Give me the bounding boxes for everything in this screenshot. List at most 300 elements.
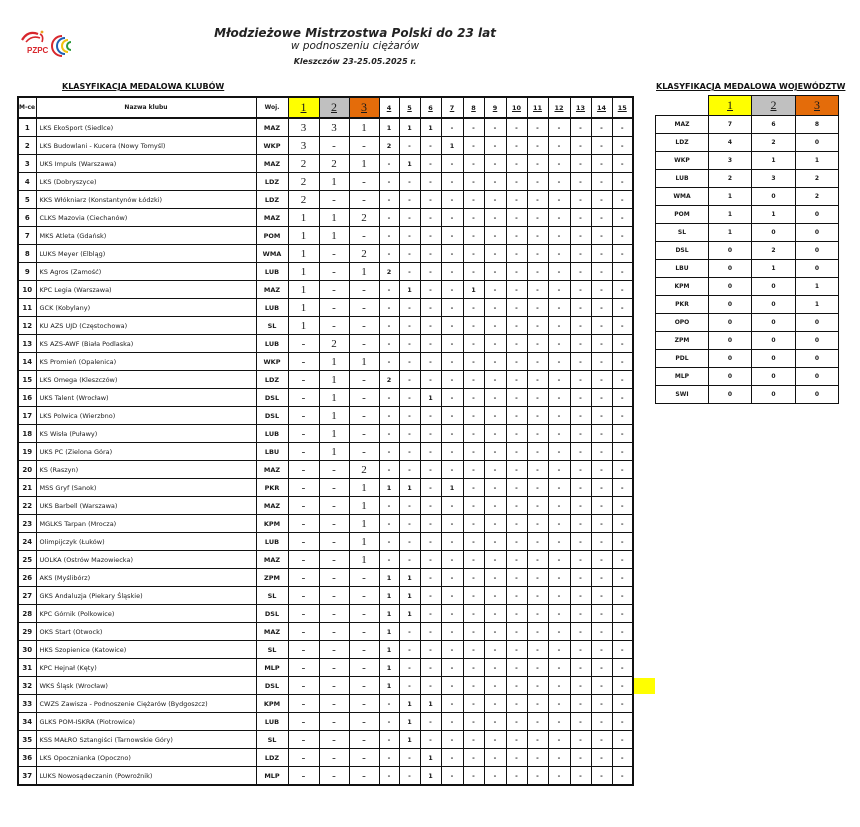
club-name: OKS Start (Otwock)	[36, 623, 256, 641]
place-13-count: -	[570, 209, 591, 227]
club-voivodeship: KPM	[256, 515, 288, 533]
club-name: MGLKS Tarpan (Mrocza)	[36, 515, 256, 533]
place-12-count: -	[548, 389, 570, 407]
club-row	[18, 569, 633, 587]
club-name: KKS Włókniarz (Konstantynów Łódzki)	[36, 191, 256, 209]
place-13-count: -	[570, 317, 591, 335]
place-14-count: -	[591, 623, 612, 641]
place-10-count: -	[506, 299, 527, 317]
place-6-count: -	[420, 371, 441, 389]
voivodeship-row	[656, 278, 839, 296]
place-6-count: -	[420, 533, 441, 551]
place-5-count: -	[399, 641, 420, 659]
page-title: Młodzieżowe Mistrzostwa Polski do 23 lat	[214, 26, 496, 40]
place-9-count: -	[484, 749, 506, 767]
place-15-count: -	[612, 281, 633, 299]
club-row	[18, 317, 633, 335]
place-8-count: -	[463, 245, 484, 263]
place-14-count: -	[591, 353, 612, 371]
place-13-header: 13	[570, 97, 591, 118]
place-15-count: -	[612, 155, 633, 173]
voivodeship-code: MLP	[656, 368, 709, 386]
club-name: KS Agros (Zamość)	[36, 263, 256, 281]
club-row	[18, 191, 633, 209]
gold-count: 0	[709, 386, 752, 404]
voivodeship-code: WKP	[656, 152, 709, 170]
club-row	[18, 623, 633, 641]
place-7-count: -	[441, 173, 463, 191]
place-12-count: -	[548, 118, 570, 137]
place-8-count: -	[463, 425, 484, 443]
place-4-count: 1	[379, 659, 399, 677]
place-15-count: -	[612, 731, 633, 749]
place-15-count: -	[612, 191, 633, 209]
place-10-count: -	[506, 551, 527, 569]
place-2-count: 1	[319, 371, 349, 389]
place-12-count: -	[548, 371, 570, 389]
place-2-count: 1	[319, 407, 349, 425]
club-voivodeship: KPM	[256, 695, 288, 713]
club-rank: 8	[18, 245, 36, 263]
place-3-count: -	[349, 659, 379, 677]
place-9-count: -	[484, 227, 506, 245]
place-3-count: -	[349, 173, 379, 191]
place-6-count: -	[420, 515, 441, 533]
place-12-count: -	[548, 317, 570, 335]
place-6-count: -	[420, 263, 441, 281]
voivodeship-code: MAZ	[656, 116, 709, 134]
place-15-count: -	[612, 371, 633, 389]
place-10-count: -	[506, 677, 527, 695]
place-13-count: -	[570, 695, 591, 713]
place-3-count: -	[349, 371, 379, 389]
club-voivodeship: MAZ	[256, 155, 288, 173]
place-3-count: -	[349, 605, 379, 623]
place-6-count: -	[420, 659, 441, 677]
place-5-count: -	[399, 317, 420, 335]
place-15-count: -	[612, 695, 633, 713]
bronze-count: 0	[796, 224, 839, 242]
place-1-count: -	[288, 749, 319, 767]
silver-count: 0	[752, 332, 796, 350]
club-rank: 34	[18, 713, 36, 731]
place-12-count: -	[548, 695, 570, 713]
club-rank: 32	[18, 677, 36, 695]
voivodeship-code: LUB	[656, 170, 709, 188]
place-12-count: -	[548, 767, 570, 786]
place-10-header: 10	[506, 97, 527, 118]
place-5-count: -	[399, 623, 420, 641]
place-9-count: -	[484, 353, 506, 371]
place-14-count: -	[591, 281, 612, 299]
place-5-count: -	[399, 515, 420, 533]
club-name-header: Nazwa klubu	[36, 97, 256, 118]
gold-count: 2	[709, 170, 752, 188]
place-2-count: 1	[319, 425, 349, 443]
place-7-count: -	[441, 335, 463, 353]
place-12-header: 12	[548, 97, 570, 118]
club-voivodeship: ZPM	[256, 569, 288, 587]
place-13-count: -	[570, 173, 591, 191]
place-8-count: -	[463, 515, 484, 533]
place-15-count: -	[612, 299, 633, 317]
place-13-count: -	[570, 263, 591, 281]
place-2-count: -	[319, 299, 349, 317]
place-6-count: -	[420, 173, 441, 191]
club-name: LKS Budowlani - Kucera (Nowy Tomyśl)	[36, 137, 256, 155]
pzpc-logo	[18, 26, 78, 62]
event-location-date: Kleszczów 23-25.05.2025 r.	[293, 57, 417, 66]
place-6-count: -	[420, 155, 441, 173]
place-9-count: -	[484, 443, 506, 461]
place-11-count: -	[527, 677, 548, 695]
place-6-count: -	[420, 641, 441, 659]
club-name: KS Promień (Opalenica)	[36, 353, 256, 371]
place-5-count: -	[399, 209, 420, 227]
silver-count: 3	[752, 170, 796, 188]
place-8-count: -	[463, 299, 484, 317]
place-9-header: 9	[484, 97, 506, 118]
place-7-count: -	[441, 425, 463, 443]
place-2-count: 1	[319, 209, 349, 227]
place-14-count: -	[591, 389, 612, 407]
place-15-count: -	[612, 173, 633, 191]
place-10-count: -	[506, 443, 527, 461]
place-11-count: -	[527, 227, 548, 245]
place-2-count: -	[319, 587, 349, 605]
place-11-count: -	[527, 605, 548, 623]
place-9-count: -	[484, 118, 506, 137]
place-3-count: -	[349, 317, 379, 335]
gold-count: 0	[709, 260, 752, 278]
place-3-count: 1	[349, 263, 379, 281]
place-3-count: -	[349, 587, 379, 605]
place-15-count: -	[612, 137, 633, 155]
place-1-count: -	[288, 677, 319, 695]
place-5-count: -	[399, 353, 420, 371]
place-3-count: -	[349, 407, 379, 425]
place-11-count: -	[527, 155, 548, 173]
silver-count: 2	[752, 242, 796, 260]
place-7-header: 7	[441, 97, 463, 118]
voivodeship-row	[656, 368, 839, 386]
place-7-count: -	[441, 623, 463, 641]
club-name: LUKS Meyer (Elbląg)	[36, 245, 256, 263]
club-name: KS AZS-AWF (Biała Podlaska)	[36, 335, 256, 353]
place-5-count: -	[399, 551, 420, 569]
club-voivodeship: LDZ	[256, 371, 288, 389]
place-13-count: -	[570, 533, 591, 551]
silver-count: 0	[752, 224, 796, 242]
place-9-count: -	[484, 569, 506, 587]
place-12-count: -	[548, 443, 570, 461]
place-2-count: -	[319, 281, 349, 299]
bronze-header: 3	[796, 96, 839, 116]
place-2-count: 3	[319, 118, 349, 137]
place-14-count: -	[591, 767, 612, 786]
place-12-count: -	[548, 551, 570, 569]
place-5-count: 1	[399, 155, 420, 173]
place-14-count: -	[591, 461, 612, 479]
place-2-count: -	[319, 191, 349, 209]
gold-count: 0	[709, 242, 752, 260]
place-1-count: 3	[288, 118, 319, 137]
place-15-count: -	[612, 335, 633, 353]
place-12-count: -	[548, 659, 570, 677]
place-13-count: -	[570, 137, 591, 155]
silver-header: 2	[752, 96, 796, 116]
place-9-count: -	[484, 605, 506, 623]
place-9-count: -	[484, 407, 506, 425]
place-10-count: -	[506, 587, 527, 605]
place-14-count: -	[591, 695, 612, 713]
place-9-count: -	[484, 695, 506, 713]
club-name: LKS EkoSport (Siedlce)	[36, 118, 256, 137]
silver-count: 0	[752, 188, 796, 206]
place-13-count: -	[570, 407, 591, 425]
place-4-count: -	[379, 353, 399, 371]
place-14-count: -	[591, 173, 612, 191]
place-5-count: -	[399, 137, 420, 155]
place-5-count: -	[399, 407, 420, 425]
gold-count: 0	[709, 314, 752, 332]
club-row	[18, 497, 633, 515]
place-9-count: -	[484, 479, 506, 497]
club-name: KS (Raszyn)	[36, 461, 256, 479]
place-8-count: -	[463, 641, 484, 659]
place-10-count: -	[506, 605, 527, 623]
clubs-section-title: KLASYFIKACJA MEDALOWA KLUBÓW	[62, 82, 225, 91]
voivodeship-code: PKR	[656, 296, 709, 314]
voivodeship-row	[656, 206, 839, 224]
place-12-count: -	[548, 209, 570, 227]
place-3-count: -	[349, 137, 379, 155]
place-4-count: 1	[379, 677, 399, 695]
club-row	[18, 767, 633, 786]
place-3-count: 1	[349, 515, 379, 533]
place-1-count: -	[288, 605, 319, 623]
place-7-count: -	[441, 749, 463, 767]
place-5-count: -	[399, 191, 420, 209]
place-5-count: -	[399, 767, 420, 786]
place-11-count: -	[527, 623, 548, 641]
club-row	[18, 281, 633, 299]
place-9-count: -	[484, 245, 506, 263]
place-5-count: 1	[399, 731, 420, 749]
place-5-count: 1	[399, 281, 420, 299]
place-10-count: -	[506, 767, 527, 786]
club-voivodeship: MAZ	[256, 623, 288, 641]
place-7-count: -	[441, 209, 463, 227]
voivodeship-row	[656, 296, 839, 314]
place-13-count: -	[570, 713, 591, 731]
place-7-count: -	[441, 245, 463, 263]
place-15-count: -	[612, 749, 633, 767]
place-11-count: -	[527, 443, 548, 461]
place-7-count: -	[441, 353, 463, 371]
voivodeship-code: OPO	[656, 314, 709, 332]
place-7-count: -	[441, 281, 463, 299]
place-12-count: -	[548, 407, 570, 425]
club-rank: 9	[18, 263, 36, 281]
place-11-count: -	[527, 731, 548, 749]
club-row	[18, 479, 633, 497]
place-12-count: -	[548, 749, 570, 767]
place-1-count: -	[288, 335, 319, 353]
place-14-count: -	[591, 641, 612, 659]
silver-count: 0	[752, 278, 796, 296]
place-4-count: -	[379, 767, 399, 786]
gold-count: 0	[709, 332, 752, 350]
place-6-count: -	[420, 551, 441, 569]
page-subtitle: w podnoszeniu ciężarów	[290, 40, 420, 52]
clubs-header-row	[18, 97, 633, 118]
place-10-count: -	[506, 461, 527, 479]
silver-count: 1	[752, 260, 796, 278]
club-row	[18, 118, 633, 137]
place-12-count: -	[548, 497, 570, 515]
club-voivodeship: MLP	[256, 659, 288, 677]
club-voivodeship: LUB	[256, 713, 288, 731]
place-7-count: -	[441, 191, 463, 209]
place-2-count: -	[319, 479, 349, 497]
club-row	[18, 677, 633, 695]
place-14-count: -	[591, 407, 612, 425]
voivodeship-row	[656, 242, 839, 260]
club-voivodeship: SL	[256, 731, 288, 749]
place-8-count: -	[463, 479, 484, 497]
place-1-count: -	[288, 659, 319, 677]
place-7-count: -	[441, 605, 463, 623]
club-rank: 25	[18, 551, 36, 569]
gold-count: 0	[709, 278, 752, 296]
place-6-count: -	[420, 731, 441, 749]
club-voivodeship: LUB	[256, 335, 288, 353]
place-7-count: -	[441, 641, 463, 659]
place-3-count: -	[349, 425, 379, 443]
place-2-header: 2	[319, 97, 349, 118]
club-row	[18, 137, 633, 155]
place-5-count: -	[399, 443, 420, 461]
club-name: GKS Andaluzja (Piekary Śląskie)	[36, 587, 256, 605]
place-5-count: 1	[399, 605, 420, 623]
club-row	[18, 749, 633, 767]
club-name: Olimpijczyk (Łuków)	[36, 533, 256, 551]
club-rank: 2	[18, 137, 36, 155]
voivodeship-code: LBU	[656, 260, 709, 278]
place-1-count: 2	[288, 155, 319, 173]
voivodeship-code: SWI	[656, 386, 709, 404]
place-4-count: -	[379, 533, 399, 551]
club-rank: 22	[18, 497, 36, 515]
place-15-count: -	[612, 353, 633, 371]
place-8-count: -	[463, 407, 484, 425]
place-6-count: 1	[420, 695, 441, 713]
place-1-count: -	[288, 713, 319, 731]
club-row	[18, 587, 633, 605]
place-9-count: -	[484, 767, 506, 786]
place-2-count: -	[319, 659, 349, 677]
place-15-count: -	[612, 461, 633, 479]
place-7-count: -	[441, 515, 463, 533]
place-3-count: 2	[349, 461, 379, 479]
place-1-count: -	[288, 479, 319, 497]
place-10-count: -	[506, 191, 527, 209]
place-4-count: -	[379, 245, 399, 263]
place-15-count: -	[612, 677, 633, 695]
place-3-count: 1	[349, 155, 379, 173]
place-12-count: -	[548, 641, 570, 659]
gold-header: 1	[709, 96, 752, 116]
place-15-count: -	[612, 533, 633, 551]
place-6-count: -	[420, 461, 441, 479]
place-14-count: -	[591, 587, 612, 605]
place-6-count: -	[420, 443, 441, 461]
place-13-count: -	[570, 623, 591, 641]
place-2-count: 1	[319, 173, 349, 191]
voivodeship-code: DSL	[656, 242, 709, 260]
place-15-count: -	[612, 569, 633, 587]
place-1-count: -	[288, 425, 319, 443]
rank-header: M-ce	[18, 97, 36, 118]
place-9-count: -	[484, 587, 506, 605]
place-15-count: -	[612, 317, 633, 335]
club-name: UKS Talent (Wrocław)	[36, 389, 256, 407]
place-13-count: -	[570, 677, 591, 695]
place-14-count: -	[591, 569, 612, 587]
club-rank: 23	[18, 515, 36, 533]
place-5-count: -	[399, 677, 420, 695]
place-11-count: -	[527, 245, 548, 263]
voivodeship-row	[656, 188, 839, 206]
place-10-count: -	[506, 389, 527, 407]
place-4-header: 4	[379, 97, 399, 118]
place-9-count: -	[484, 191, 506, 209]
place-12-count: -	[548, 605, 570, 623]
place-10-count: -	[506, 479, 527, 497]
club-row	[18, 515, 633, 533]
club-rank: 6	[18, 209, 36, 227]
club-row	[18, 695, 633, 713]
place-2-count: -	[319, 245, 349, 263]
club-name: KPC Legia (Warszawa)	[36, 281, 256, 299]
place-7-count: -	[441, 551, 463, 569]
club-row	[18, 407, 633, 425]
club-name: LKS Polwica (Wierzbno)	[36, 407, 256, 425]
place-13-count: -	[570, 443, 591, 461]
silver-count: 0	[752, 296, 796, 314]
place-13-count: -	[570, 767, 591, 786]
place-7-count: -	[441, 677, 463, 695]
place-9-count: -	[484, 173, 506, 191]
club-name: KSS MAŁRO Sztangiści (Tarnowskie Góry)	[36, 731, 256, 749]
place-11-count: -	[527, 425, 548, 443]
place-11-count: -	[527, 767, 548, 786]
club-voivodeship: LUB	[256, 263, 288, 281]
club-voivodeship: SL	[256, 317, 288, 335]
place-14-count: -	[591, 317, 612, 335]
place-3-count: 1	[349, 118, 379, 137]
place-8-count: -	[463, 263, 484, 281]
club-rank: 33	[18, 695, 36, 713]
place-6-count: -	[420, 281, 441, 299]
place-2-count: -	[319, 461, 349, 479]
club-row	[18, 389, 633, 407]
place-10-count: -	[506, 695, 527, 713]
place-1-count: 1	[288, 317, 319, 335]
place-7-count: -	[441, 227, 463, 245]
place-9-count: -	[484, 371, 506, 389]
